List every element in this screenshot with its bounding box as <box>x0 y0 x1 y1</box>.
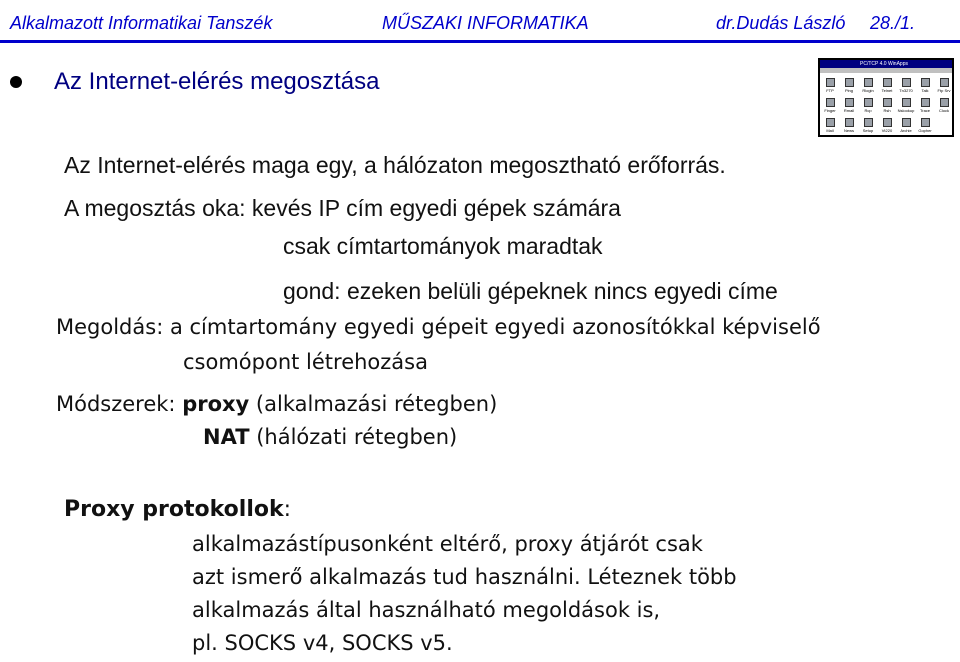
course-name: MŰSZAKI INFORMATIKA <box>382 13 589 33</box>
program-icon-label: Telnet <box>881 88 893 93</box>
proxy-heading-text: Proxy protokollok <box>64 497 284 522</box>
program-icon-label: Talk <box>921 88 929 93</box>
program-icon-label: Clock <box>938 108 949 113</box>
text-solution-2: csomópont létrehozása <box>183 350 428 374</box>
program-icon-label: Ftp Srv <box>937 88 951 93</box>
thumbnail-menubar <box>820 68 952 73</box>
program-icon <box>845 98 854 107</box>
text-methods-nat <box>203 425 457 449</box>
program-icon <box>845 118 854 127</box>
program-icon <box>921 98 930 107</box>
program-icon <box>940 78 949 87</box>
thumbnail-titlebar <box>820 60 952 68</box>
program-icon-label: Vt220 <box>881 128 893 133</box>
proxy-heading-colon: : <box>283 497 292 522</box>
program-icon <box>902 98 911 107</box>
program-icon <box>940 98 949 107</box>
program-icon <box>921 78 930 87</box>
proxy-heading <box>64 497 291 522</box>
text-proxy-1: alkalmazástípusonként eltérő, proxy átjárót csak <box>192 532 703 556</box>
text-intro: Az Internet-elérés maga egy, a hálózaton megosztható erőforrás. <box>64 152 726 178</box>
text-proxy-2: azt ismerő alkalmazás tud használni. Léteznek több <box>192 565 737 589</box>
text-proxy-4: pl. SOCKS v4, SOCKS v5. <box>192 631 453 655</box>
department-name: Alkalmazott Informatikai Tanszék <box>10 13 273 33</box>
program-group-thumbnail <box>818 58 954 137</box>
program-icon <box>845 78 854 87</box>
program-icon <box>883 118 892 127</box>
program-icon-label: Rlogin <box>862 88 874 93</box>
text-reason-2: csak címtartományok maradtak <box>283 233 603 259</box>
program-icon <box>864 118 873 127</box>
program-icon-label: Finger <box>824 108 836 113</box>
program-icon-label: FTP <box>826 88 834 93</box>
page-number: 28./1. <box>870 13 916 33</box>
program-icon-label: Nslookup <box>897 108 915 113</box>
program-icon <box>864 98 873 107</box>
program-icon <box>921 118 930 127</box>
program-icon-label: Setup <box>862 128 874 133</box>
program-icon-label: Trace <box>919 108 931 113</box>
author-name: dr.Dudás László <box>716 13 846 33</box>
program-icon-label: Rsh <box>883 108 891 113</box>
program-icon-label: Ping <box>844 88 853 93</box>
text-methods <box>56 392 497 416</box>
program-icon-label: Tn3270 <box>899 88 913 93</box>
methods-proxy-desc: (alkalmazási rétegben) <box>249 392 498 416</box>
header-divider <box>0 40 960 43</box>
text-reason: A megosztás oka: kevés IP cím egyedi gépek számára <box>64 195 621 221</box>
methods-nat: NAT <box>203 425 250 449</box>
program-icon-label: Rmail <box>843 108 855 113</box>
methods-label: Módszerek: <box>56 392 183 416</box>
program-icon-label: Rcp <box>864 108 872 113</box>
program-icon <box>826 98 835 107</box>
methods-nat-desc: (hálózati rétegben) <box>249 425 458 449</box>
program-icon <box>883 98 892 107</box>
program-icon <box>826 78 835 87</box>
program-icon <box>826 118 835 127</box>
program-icon <box>902 118 911 127</box>
program-icon <box>883 78 892 87</box>
methods-proxy: proxy <box>182 392 250 416</box>
program-icon-label: Archie <box>900 128 912 133</box>
program-icon <box>864 78 873 87</box>
program-icon <box>902 78 911 87</box>
program-icon-label: Gopher <box>918 128 932 133</box>
text-reason-3: gond: ezeken belüli gépeknek nincs egyedi címe <box>283 278 778 304</box>
program-icon-label: News <box>843 128 854 133</box>
slide-title: Az Internet-elérés megosztása <box>54 68 380 95</box>
thumbnail-window-title: PC/TCP 4.0 WinApps <box>860 61 908 67</box>
program-icon-label: Mail <box>826 128 834 133</box>
text-solution: Megoldás: a címtartomány egyedi gépeit egyedi azonosítókkal képviselő <box>56 315 821 339</box>
title-bullet-icon <box>10 76 22 88</box>
text-proxy-3: alkalmazás által használható megoldások is, <box>192 598 661 622</box>
